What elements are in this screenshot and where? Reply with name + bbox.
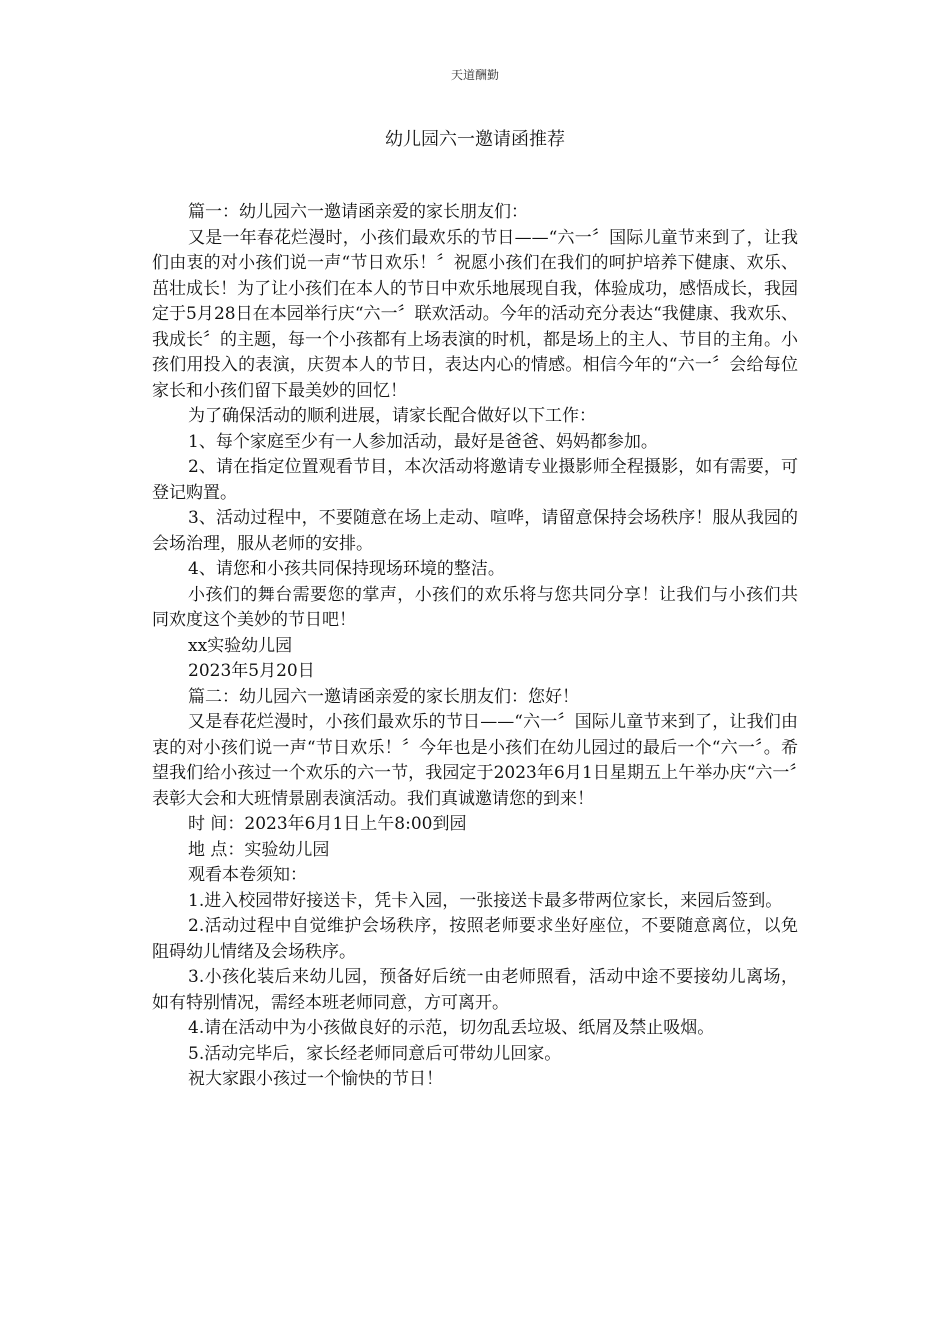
- closing-line: 祝大家跟小孩过一个愉快的节日！: [188, 1069, 443, 1089]
- body-paragraph: 为了确保活动的顺利进展，请家长配合做好以下工作：: [188, 406, 596, 426]
- body-paragraph: 又是一年春花烂漫时，小孩们最欢乐的节日——“六一〞国际儿童节来到了，让我们由衷的对小孩们说一声“节日欢乐！〞祝愿小孩们在我们的呵护培养下健康、欢乐、茁壮成长！为了让小孩们在本人的节日中欢乐地展现自我，体验成功，感悟成长，我园定于5月28日在本园举行庆“六一〞联欢活动。今年的活动充分表达“我健康、我欢乐、我成长〞的主题，每一个小孩都有上场表演的时机，都是场上的主人、节目的主角。小孩们用投入的表演，庆贺本人的节日，表达内心的情感。相信今年的“六一〞会给每位家长和小孩们留下最美妙的回忆！: [152, 227, 798, 401]
- document-body: [152, 200, 798, 1093]
- list-item: 1.进入校园带好接送卡，凭卡入园，一张接送卡最多带两位家长，来园后签到。: [188, 890, 783, 911]
- list-item: 2.活动过程中自觉维护会场秩序，按照老师要求坐好座位，不要随意离位，以免阻碍幼儿情绪及会场秩序。: [152, 916, 798, 962]
- event-location: 地 点：实验幼儿园: [188, 839, 330, 860]
- list-item: 1、每个家庭至少有一人参加活动，最好是爸爸、妈妈都参加。: [188, 431, 658, 452]
- list-item: 5.活动完毕后，家长经老师同意后可带幼儿回家。: [188, 1043, 562, 1064]
- list-item: 3.小孩化装后来幼儿园，预备好后统一由老师照看，活动中途不要接幼儿离场，如有特别情况，需经本班老师同意，方可离开。: [152, 967, 798, 1013]
- signature-org: xx实验幼儿园: [188, 635, 293, 656]
- list-item: 2、请在指定位置观看节目，本次活动将邀请专业摄影师全程摄影，如有需要，可登记购置。: [152, 457, 798, 503]
- section-one-heading: 篇一：幼儿园六一邀请函亲爱的家长朋友们：: [188, 202, 528, 222]
- body-paragraph: 小孩们的舞台需要您的掌声，小孩们的欢乐将与您共同分享！让我们与小孩们共同欢度这个美妙的节日吧！: [152, 584, 798, 630]
- list-item: 4.请在活动中为小孩做良好的示范，切勿乱丢垃圾、纸屑及禁止吸烟。: [188, 1018, 715, 1038]
- list-item: 3、活动过程中，不要随意在场上走动、喧哗，请留意保持会场秩序！服从我园的会场治理，服从老师的安排。: [152, 508, 798, 554]
- page-header: 天道酬勤: [450, 68, 499, 82]
- document-title: 幼儿园六一邀请函推荐: [385, 129, 565, 150]
- section-two-heading: 篇二：幼儿园六一邀请函亲爱的家长朋友们：您好！: [188, 686, 579, 707]
- signature-date: 2023年5月20日: [188, 661, 315, 681]
- notice-heading: 观看本卷须知：: [188, 865, 307, 885]
- event-time: 时 间：2023年6月1日上午8:00到园: [188, 814, 467, 834]
- list-item: 4、请您和小孩共同保持现场环境的整洁。: [188, 559, 505, 579]
- body-paragraph: 又是春花烂漫时，小孩们最欢乐的节日——“六一〞国际儿童节来到了，让我们由衷的对小孩们说一声“节日欢乐！〞今年也是小孩们在幼儿园过的最后一个“六一〞。希望我们给小孩过一个欢乐的六一节，我园定于2023年6月1日星期五上午举办庆“六一〞表彰大会和大班情景剧表演活动。我们真诚邀请您的到来！: [152, 712, 798, 809]
